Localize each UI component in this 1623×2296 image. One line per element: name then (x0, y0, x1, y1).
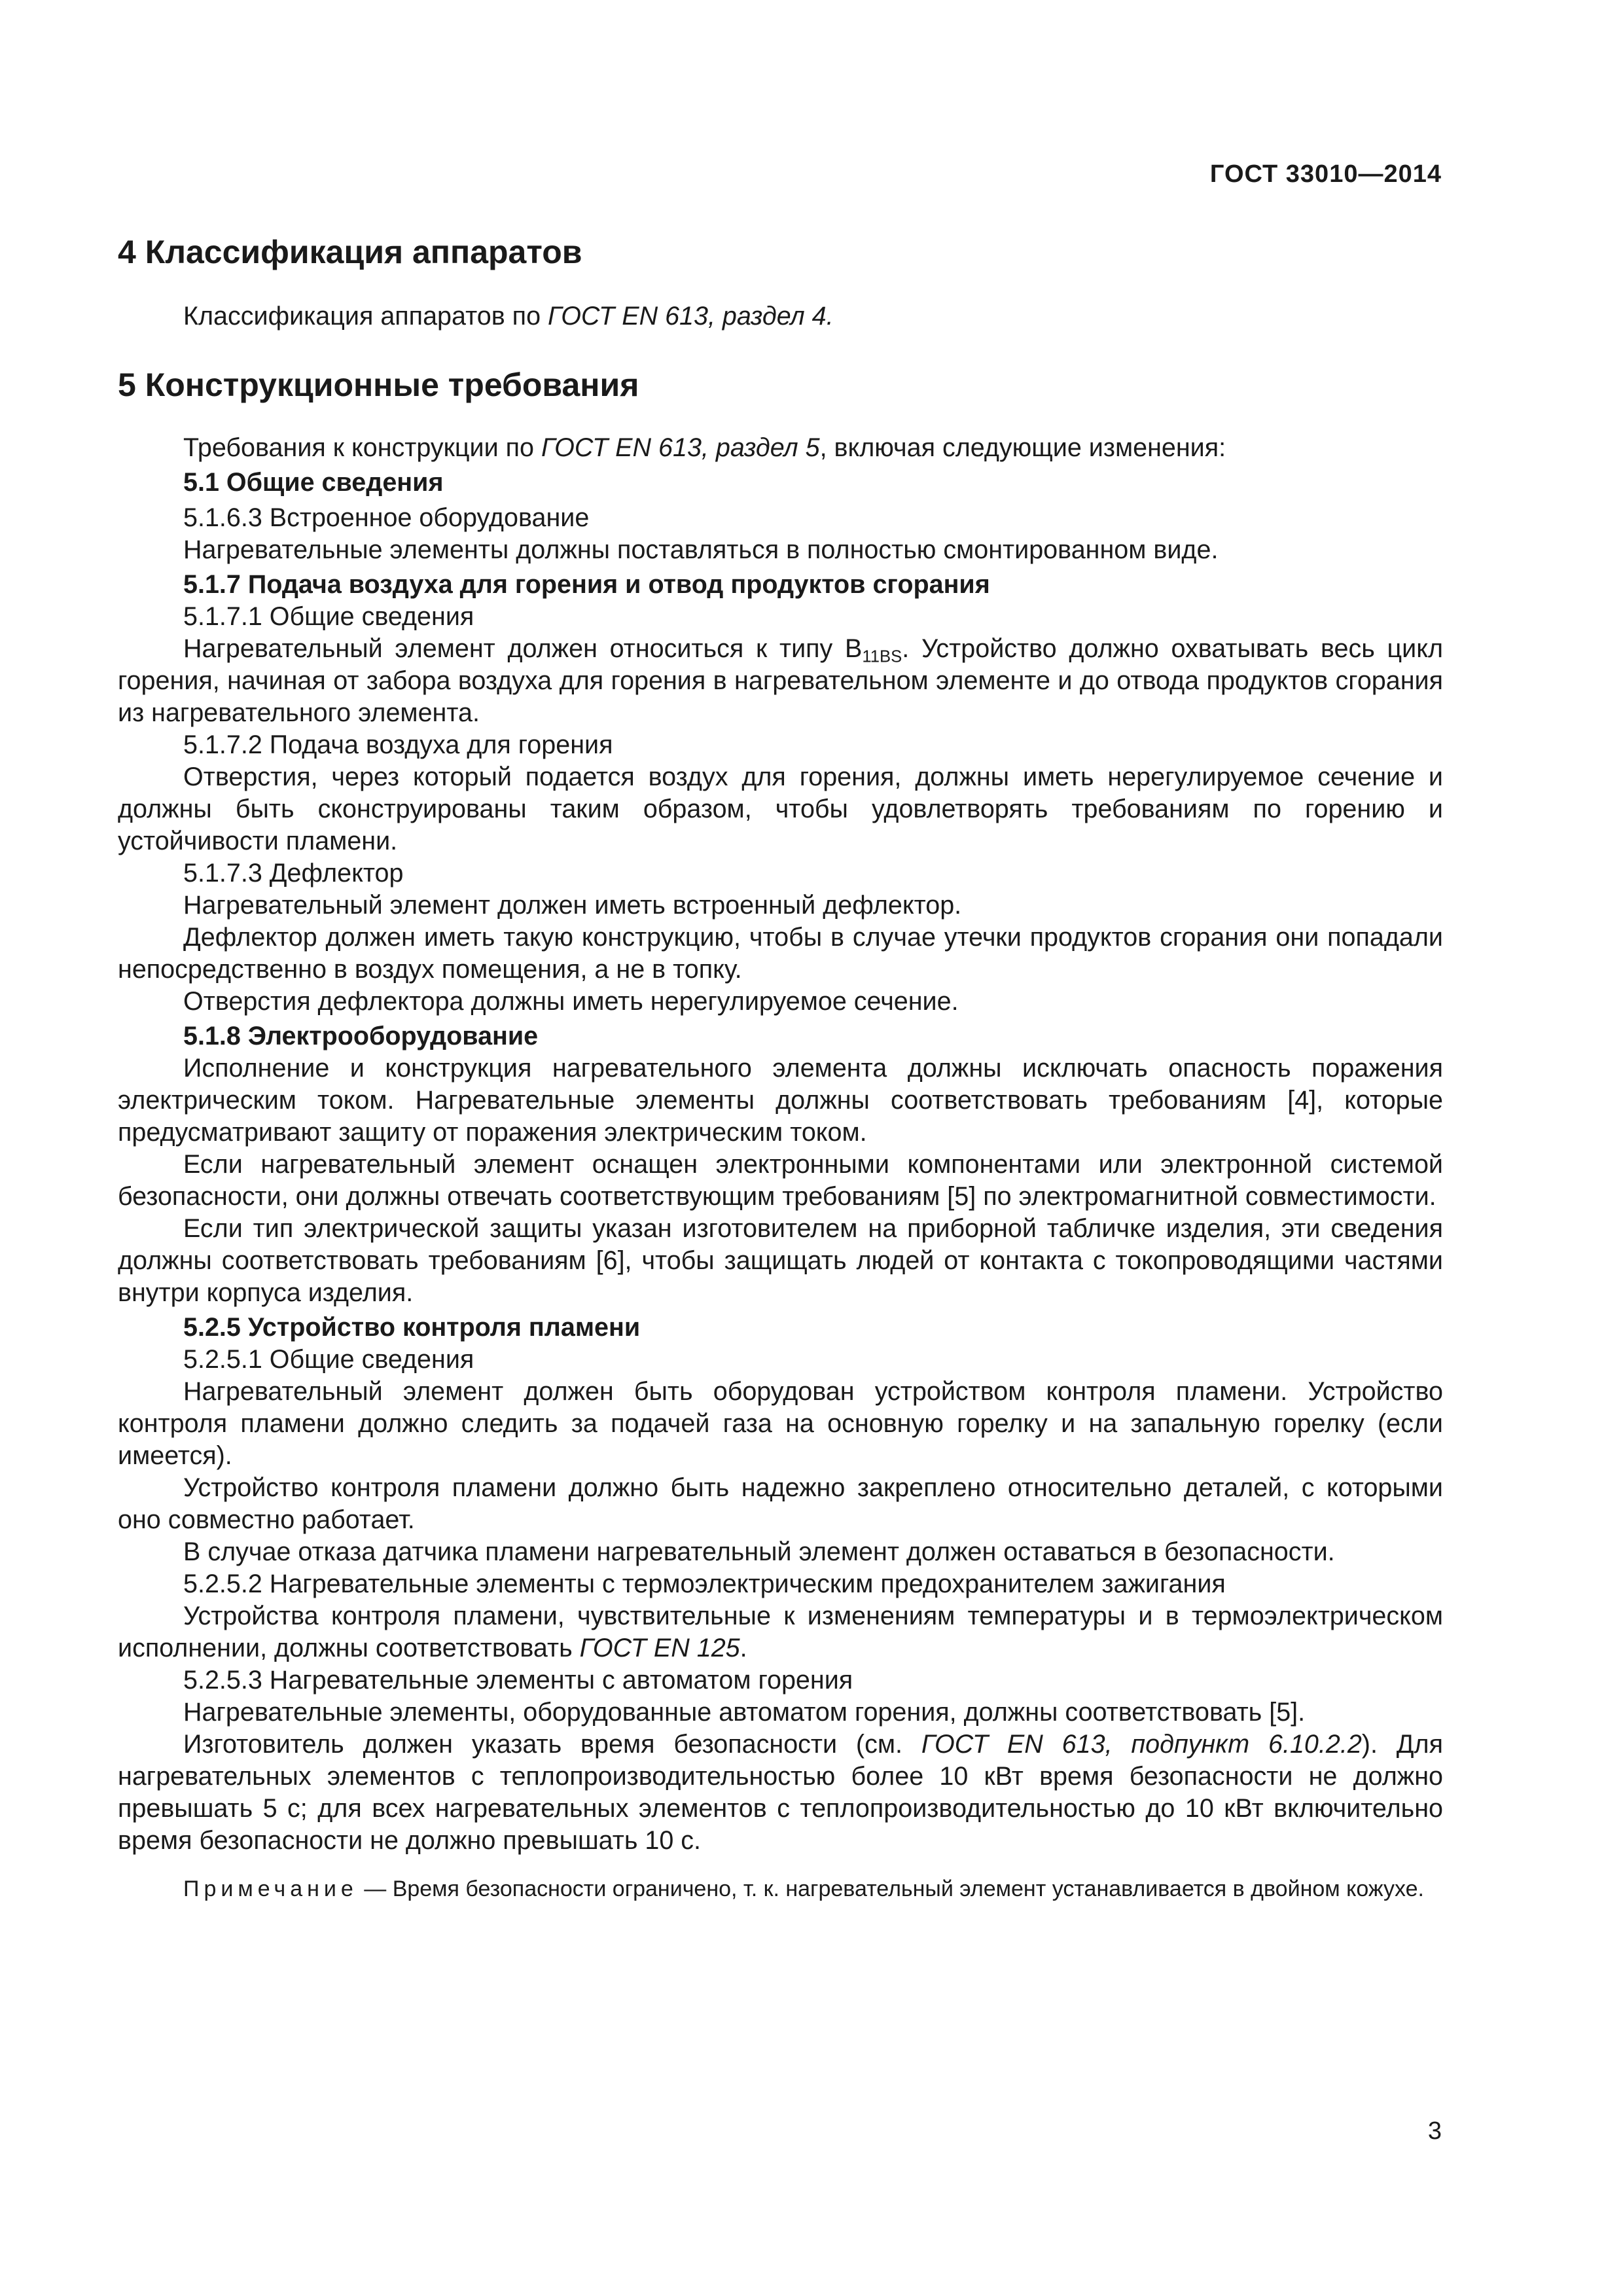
section-5-1-7-3-paragraph: Отверстия дефлектора должны иметь нерегулируемое сечение. (183, 987, 959, 1016)
section-5-2-5-3-title: 5.2.5.3 Нагревательные элементы с автоматом горения (183, 1666, 853, 1695)
section-5-1-8-paragraph: Если тип электрической защиты указан изготовителем на приборной табличке изделия, эти сведения должны соответствовать требованиям [6], чтобы защищать людей от контакта с токопроводящими частями внутри корпуса изделия. (118, 1214, 1443, 1307)
section-5-1-8-paragraph: Исполнение и конструкция нагревательного элемента должны исключать опасность поражения электрическим током. Нагревательные элементы должны соответствовать требованиям [4], которые предусматривают защиту от поражения электрическим током. (118, 1054, 1443, 1147)
section-5-1-7-2-text: Отверстия, через который подается воздух для горения, должны иметь нерегулируемое сечение и должны быть сконструированы таким образом, чтобы удовлетворять требованиям по горению и устойчивости пламени. (118, 762, 1443, 855)
section-5-2-5-3-paragraph (118, 1729, 1443, 1857)
reference-gost-en-613: ГОСТ EN 613, раздел 5 (541, 433, 820, 462)
section-5-2-5-1-paragraph: В случае отказа датчика пламени нагревательный элемент должен оставаться в безопасности. (183, 1537, 1335, 1566)
document-number: ГОСТ 33010—2014 (1209, 160, 1442, 188)
section-4-text (118, 300, 1443, 332)
section-5-1-8-paragraph: Если нагревательный элемент оснащен электронными компонентами или электронной системой безопасности, они должны отвечать соответствующим требованиям [5] по электромагнитной совместимости. (118, 1150, 1443, 1211)
text-run: Нагревательный элемент должен относиться к типу B (183, 634, 863, 663)
section-5-title: 5 Конструкционные требования (118, 367, 639, 403)
section-5-1-7-3-paragraph: Дефлектор должен иметь такую конструкцию, чтобы в случае утечки продуктов сгорания они попадали непосредственно в воздух помещения, а не в топку. (118, 923, 1443, 984)
section-5-1-7-title: 5.1.7 Подача воздуха для горения и отвод продуктов сгорания (183, 570, 990, 599)
section-5-1-6-3-title: 5.1.6.3 Встроенное оборудование (183, 503, 590, 532)
subscript: 11BS (862, 647, 902, 666)
note-label: Примечание (183, 1876, 358, 1901)
section-5-2-5-1-paragraph: Устройство контроля пламени должно быть надежно закреплено относительно деталей, с которыми оно совместно работает. (118, 1473, 1443, 1534)
text-run: Требования к конструкции по (183, 433, 541, 462)
reference-gost-en-613: ГОСТ EN 613, подпункт 6.10.2.2 (921, 1730, 1362, 1759)
section-5-1-8-title: 5.1.8 Электрооборудование (183, 1022, 539, 1050)
section-5-2-5-title: 5.2.5 Устройство контроля пламени (183, 1313, 641, 1342)
section-5-1-7-1-title: 5.1.7.1 Общие сведения (183, 602, 474, 631)
text-run: , включая следующие изменения: (819, 433, 1226, 462)
document-body (118, 232, 1443, 1904)
section-5-2-5-2-text (118, 1600, 1443, 1664)
section-5-1-7-3-paragraph: Нагревательный элемент должен иметь встроенный дефлектор. (183, 891, 962, 920)
text-run: . Устройство должно охватывать весь цикл горения, начиная от забора воздуха для горения в нагревательном элементе и до отвода продуктов сгорания из нагревательного элемента. (118, 634, 1443, 727)
section-4-title: 4 Классификация аппаратов (118, 234, 582, 270)
text-run: Изготовитель должен указать время безопасности (см. (183, 1730, 921, 1759)
section-5-1-7-1-text (118, 633, 1443, 729)
reference-gost-en-613: ГОСТ EN 613, раздел 4. (548, 302, 834, 331)
text-run: ). Для нагревательных элементов с теплопроизводительностью более 10 кВт время безопасности не должно превышать 5 с; для всех нагревательных элементов с теплопроизводительностью до 10 кВт включительно время безопасности не должно превышать 10 с. (118, 1730, 1443, 1855)
reference-gost-en-125: ГОСТ EN 125 (579, 1634, 740, 1662)
text-run: Классификация аппаратов по (183, 302, 548, 331)
text-run: Устройства контроля пламени, чувствительные к изменениям температуры и в термоэлектрическом исполнении, должны соответствовать (118, 1602, 1443, 1662)
section-5-2-5-1-title: 5.2.5.1 Общие сведения (183, 1345, 474, 1374)
section-5-2-5-3-paragraph: Нагревательные элементы, оборудованные автоматом горения, должны соответствовать [5]. (183, 1698, 1306, 1727)
section-5-1-7-3-title: 5.1.7.3 Дефлектор (183, 859, 404, 888)
note-text: — Время безопасности ограничено, т. к. нагревательный элемент устанавливается в двойном кожухе. (357, 1876, 1424, 1901)
section-5-intro (118, 432, 1443, 464)
section-5-2-5-2-title: 5.2.5.2 Нагревательные элементы с термоэлектрическим предохранителем зажигания (183, 1570, 1226, 1598)
section-5-2-5-1-paragraph: Нагревательный элемент должен быть оборудован устройством контроля пламени. Устройство контроля пламени должно следить за подачей газа на основную горелку и на запальную горелку (если имеется). (118, 1377, 1443, 1470)
text-run: . (740, 1634, 747, 1662)
section-5-1-title: 5.1 Общие сведения (183, 468, 444, 497)
section-5-1-6-3-text: Нагревательные элементы должны поставляться в полностью смонтированном виде. (183, 535, 1219, 564)
note (118, 1874, 1443, 1904)
page-number: 3 (1427, 2117, 1442, 2145)
section-5-1-7-2-title: 5.1.7.2 Подача воздуха для горения (183, 730, 613, 759)
